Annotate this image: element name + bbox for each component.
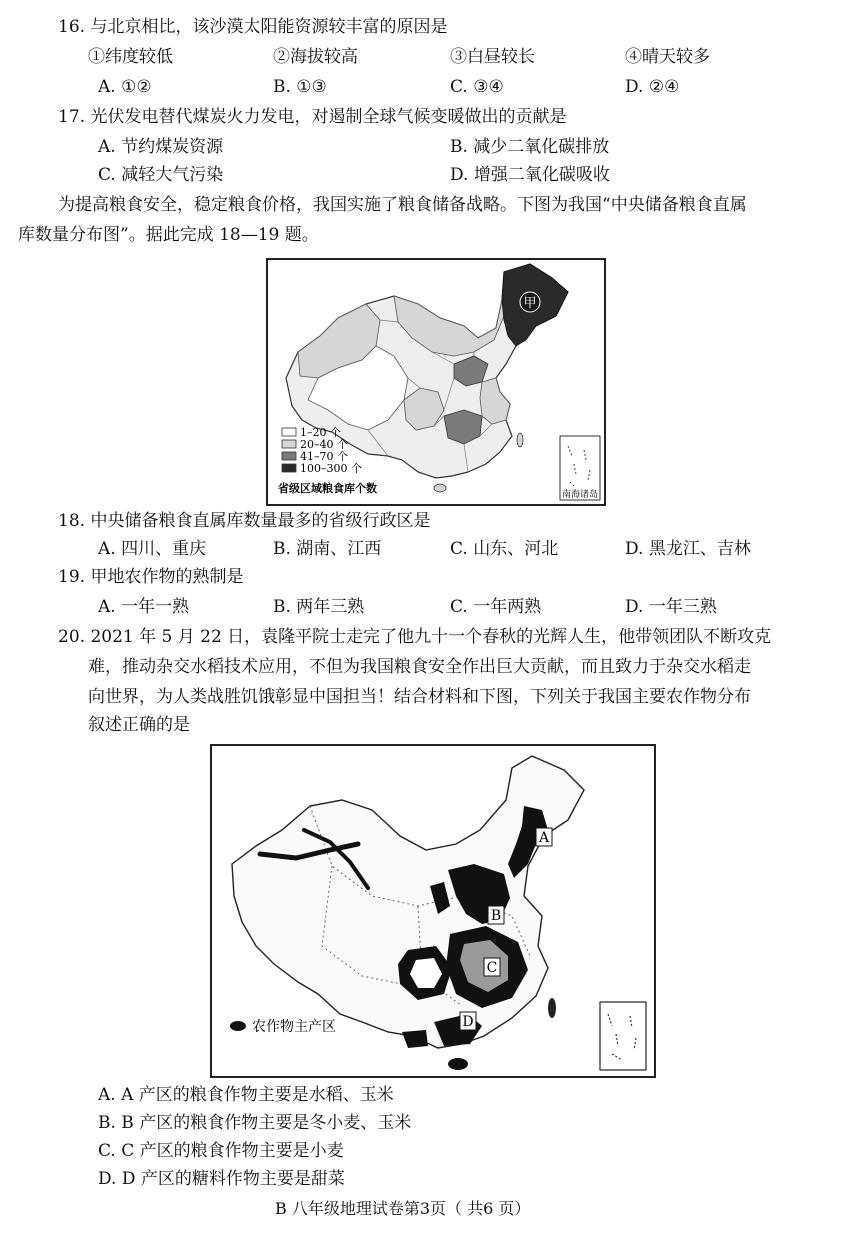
q16-item-2: ②海拔较高 <box>273 47 358 67</box>
q20-line-1: 20. 2021 年 5 月 22 日，袁隆平院士走完了他九十一个春秋的光辉人生，他带领团队不断攻克 <box>58 627 772 647</box>
q20-option-d[interactable]: D. D 产区的糖料作物主要是甜菜 <box>98 1169 345 1189</box>
q20-line-2: 难，推动杂交水稻技术应用，不但为我国粮食安全作出巨大贡献，而且致力于杂交水稻走 <box>88 657 751 677</box>
label-b: B <box>490 908 502 924</box>
q17-option-c[interactable]: C. 减轻大气污染 <box>98 165 224 185</box>
q17-option-b[interactable]: B. 减少二氧化碳排放 <box>450 137 610 157</box>
q16-item-4: ④晴天较多 <box>625 47 710 67</box>
q18-option-b[interactable]: B. 湖南、江西 <box>273 539 382 559</box>
label-a: A <box>538 830 550 846</box>
q18-option-a[interactable]: A. 四川、重庆 <box>98 539 207 559</box>
inset-label: 南海诸岛 <box>561 490 599 500</box>
q20-option-b[interactable]: B. B 产区的粮食作物主要是冬小麦、玉米 <box>98 1113 412 1133</box>
q16-option-d[interactable]: D. ②④ <box>625 77 680 97</box>
q20-option-a[interactable]: A. A 产区的粮食作物主要是水稻、玉米 <box>98 1085 394 1105</box>
q19-option-b[interactable]: B. 两年三熟 <box>273 597 365 617</box>
intro-line-2: 库数量分布图”。据此完成 18—19 题。 <box>18 225 319 245</box>
legend-1: 1–20 个 <box>300 426 341 439</box>
q16-item-1: ①纬度较低 <box>88 47 173 67</box>
q16-option-c[interactable]: C. ③④ <box>450 77 504 97</box>
q19-option-d[interactable]: D. 一年三熟 <box>625 597 717 617</box>
q20-option-c[interactable]: C. C 产区的粮食作物主要是小麦 <box>98 1141 344 1161</box>
q19-option-c[interactable]: C. 一年两熟 <box>450 597 542 617</box>
q20-line-4: 叙述正确的是 <box>88 715 190 735</box>
q16-item-3: ③白昼较长 <box>450 47 535 67</box>
q18-option-c[interactable]: C. 山东、河北 <box>450 539 559 559</box>
crop-region-map <box>210 744 656 1078</box>
legend-4: 100–300 个 <box>300 462 362 475</box>
q17-stem: 17. 光伏发电替代煤炭火力发电，对遏制全球气候变暖做出的贡献是 <box>58 107 567 127</box>
legend-2: 20–40 个 <box>300 438 348 451</box>
q18-option-d[interactable]: D. 黑龙江、吉林 <box>625 539 751 559</box>
legend-3: 41–70 个 <box>300 450 348 463</box>
label-d: D <box>462 1014 474 1030</box>
label-c: C <box>486 960 498 976</box>
grain-depot-map <box>266 258 606 506</box>
china-province-map <box>268 260 604 504</box>
china-crop-map <box>212 746 654 1076</box>
q19-stem: 19. 甲地农作物的熟制是 <box>58 567 244 587</box>
q19-option-a[interactable]: A. 一年一熟 <box>98 597 190 617</box>
intro-line-1: 为提高粮食安全，稳定粮食价格，我国实施了粮食储备战略。下图为我国“中央储备粮食直属 <box>58 195 747 215</box>
legend-title: 省级区域粮食库个数 <box>278 482 377 495</box>
q17-option-d[interactable]: D. 增强二氧化碳吸收 <box>450 165 610 185</box>
q20-line-3: 向世界，为人类战胜饥饿彰显中国担当！结合材料和下图，下列关于我国主要农作物分布 <box>88 687 751 707</box>
q16-stem: 16. 与北京相比，该沙漠太阳能资源较丰富的原因是 <box>58 17 448 37</box>
q16-option-a[interactable]: A. ①② <box>98 77 152 97</box>
page-footer: B 八年级地理试卷第3页（ 共6 页） <box>275 1199 531 1218</box>
q18-stem: 18. 中央储备粮食直属库数量最多的省级行政区是 <box>58 511 431 531</box>
marker-jia: 甲 <box>523 296 537 311</box>
map2-legend: 农作物主产区 <box>252 1019 336 1035</box>
q16-option-b[interactable]: B. ①③ <box>273 77 327 97</box>
q17-option-a[interactable]: A. 节约煤炭资源 <box>98 137 224 157</box>
